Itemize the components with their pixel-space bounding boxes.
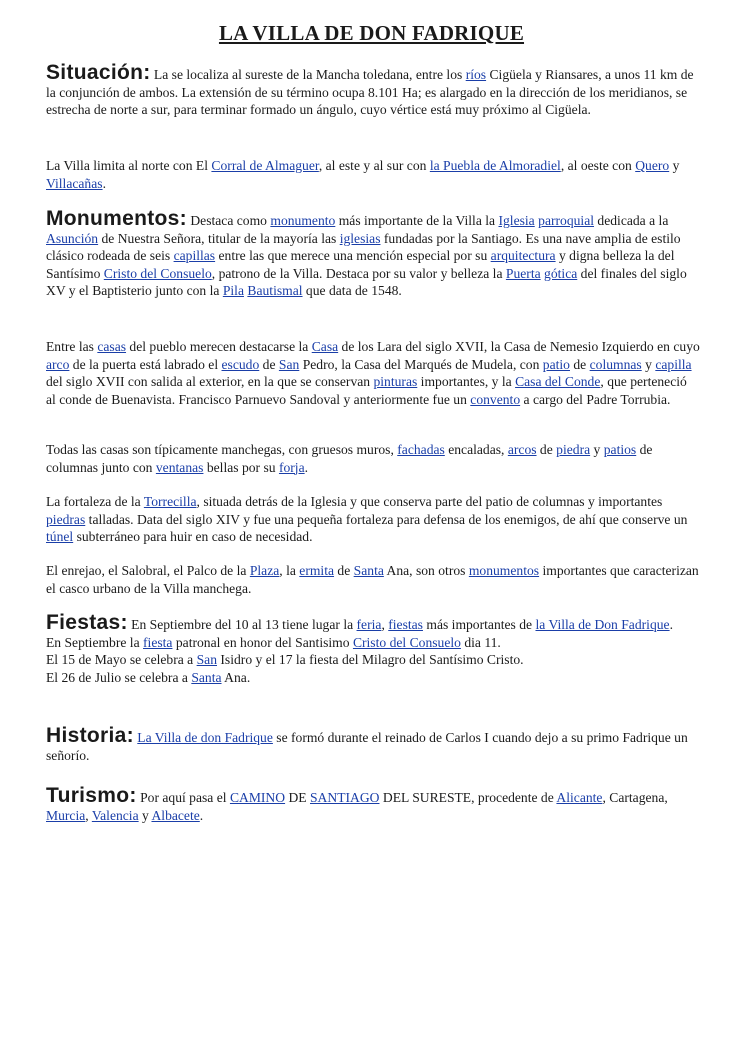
hyperlink[interactable]: ventanas — [155, 459, 204, 475]
hyperlink[interactable]: Asunción — [46, 230, 99, 246]
body-text: de — [334, 563, 354, 578]
hyperlink[interactable]: capilla — [655, 356, 692, 372]
body-text: talladas. Data del siglo XIV y fue una pequeña fortaleza para defensa de los enemigos, de ahí que conserve un — [85, 511, 688, 527]
situacion-heading: Situación: — [46, 61, 151, 84]
page-title: LA VILLA DE DON FADRIQUE — [218, 21, 525, 45]
body-text: , que perteneció al conde de Buenavista. Francisco Parnuevo Sandoval y anteriormente fue un — [46, 374, 687, 407]
body-text: del siglo XVII con salida al exterior, en la que se conservan — [46, 374, 374, 389]
hyperlink[interactable]: San — [278, 356, 300, 372]
text-runs — [46, 790, 668, 823]
body-text: , patrono de la Villa. Destaca por su valor y belleza la — [211, 265, 506, 281]
hyperlink[interactable]: Valencia — [91, 807, 139, 823]
body-text: patronal en honor del Santisimo — [172, 634, 353, 650]
body-text: de la puerta está labrado el — [69, 356, 222, 372]
hyperlink[interactable]: pinturas — [373, 374, 418, 389]
body-text: Destaca como — [186, 213, 271, 228]
body-text: más importante de la Villa la — [335, 213, 499, 228]
body-text: y — [641, 356, 656, 372]
body-text: . — [669, 617, 673, 632]
hyperlink[interactable]: feria — [356, 617, 382, 632]
hyperlink[interactable]: arcos — [507, 442, 537, 457]
text-runs — [128, 617, 673, 632]
body-text: El enrejao, el Salobral, el Palco de la — [46, 563, 250, 578]
historia-paragraph — [46, 724, 700, 764]
hyperlink[interactable]: monumento — [270, 213, 336, 228]
hyperlink[interactable]: Cristo del Consuelo — [352, 634, 461, 650]
body-text: , — [381, 617, 389, 632]
body-text: En Septiembre del 10 al 13 tiene lugar la — [127, 617, 357, 632]
body-text: de Nuestra Señora, titular de la mayoría las — [98, 230, 340, 246]
hyperlink[interactable]: Iglesia — [498, 213, 535, 228]
fiestas-paragraph — [46, 611, 700, 686]
body-text: , al este y al sur con — [318, 158, 430, 173]
hyperlink[interactable]: Alicante — [556, 790, 603, 805]
body-text: , Cartagena, — [602, 790, 668, 805]
body-text: subterráneo para huir en caso de necesidad. — [73, 529, 313, 544]
hyperlink[interactable]: la Puebla de Almoradiel — [429, 158, 561, 173]
hyperlink[interactable]: Bautismal — [247, 283, 303, 298]
hyperlink[interactable]: Puerta — [505, 265, 541, 281]
hyperlink[interactable]: iglesias — [339, 230, 381, 246]
body-text: de columnas junto con — [46, 442, 653, 475]
hyperlink[interactable]: Cristo del Consuelo — [103, 265, 212, 281]
hyperlink[interactable]: Casa — [311, 339, 339, 354]
body-text: encaladas, — [444, 442, 508, 457]
monumentos-paragraph — [46, 207, 700, 300]
monumentos-otros-paragraph — [46, 562, 700, 597]
historia-heading: Historia: — [46, 724, 134, 747]
body-text: de — [536, 442, 557, 457]
hyperlink[interactable]: arquitectura — [490, 248, 556, 263]
hyperlink[interactable]: Casa del Conde — [515, 374, 601, 389]
body-text: DE — [285, 790, 310, 805]
hyperlink[interactable]: capillas — [173, 248, 216, 263]
hyperlink[interactable]: patios — [603, 442, 637, 457]
body-text: de — [259, 356, 279, 372]
body-text: DEL SURESTE, procedente de — [379, 790, 557, 805]
hyperlink[interactable]: casas — [97, 339, 127, 354]
turismo-paragraph — [46, 784, 700, 824]
hyperlink[interactable]: túnel — [46, 529, 74, 544]
text-runs — [46, 651, 700, 669]
hyperlink[interactable]: Corral de Almaguer — [211, 158, 319, 173]
text-runs — [46, 634, 700, 652]
hyperlink[interactable]: Villacañas — [46, 175, 103, 191]
body-text: del finales del siglo XV y el Baptisterio junto con la — [46, 265, 687, 298]
hyperlink[interactable]: piedras — [46, 511, 86, 527]
body-text: importantes, y la — [417, 374, 516, 389]
body-text: , al oeste con — [560, 158, 636, 173]
text-runs — [46, 158, 679, 191]
hyperlink[interactable]: fachadas — [397, 442, 445, 457]
body-text: La Villa limita al norte con El — [46, 158, 212, 173]
hyperlink[interactable]: convento — [470, 391, 521, 407]
monumentos-torrecilla-paragraph — [46, 493, 700, 546]
hyperlink[interactable]: Torrecilla — [143, 494, 197, 509]
hyperlink[interactable]: CAMINO — [229, 790, 286, 805]
body-text: entre las que merece una mención especial por su — [215, 248, 491, 263]
hyperlink[interactable]: columnas — [589, 356, 642, 372]
hyperlink[interactable]: monumentos — [468, 563, 540, 578]
hyperlink[interactable]: ermita — [299, 563, 335, 578]
body-text: de — [569, 356, 590, 372]
body-text: bellas por su — [203, 459, 279, 475]
body-text: fundadas por la Santiago. Es una nave amplia de estilo clásico rodeada de seis — [46, 230, 681, 263]
body-text: Entre las — [46, 339, 98, 354]
body-text: de los Lara del siglo XVII, la Casa de Nemesio Izquierdo en cuyo — [338, 339, 700, 354]
body-text: , situada detrás de la Iglesia y que conserva parte del patio de columnas y importantes — [196, 494, 663, 509]
body-text: , — [85, 807, 92, 823]
hyperlink[interactable]: San — [196, 652, 217, 667]
body-text: Pedro, la Casa del Marqués de Mudela, con — [299, 356, 543, 372]
body-text: a cargo del Padre Torrubia. — [520, 391, 671, 407]
body-text: En Septiembre la — [46, 634, 144, 650]
body-text: Por aquí pasa el — [136, 790, 230, 805]
turismo-heading: Turismo: — [46, 784, 137, 807]
text-runs — [46, 730, 688, 763]
body-text: dedicada a la — [594, 213, 669, 228]
hyperlink[interactable]: la Villa de Don Fadrique — [535, 617, 670, 632]
body-text: Ana, son otros — [383, 563, 469, 578]
text-runs — [46, 563, 699, 596]
body-text: y — [138, 807, 152, 823]
body-text: . — [304, 459, 309, 475]
body-text: que data de 1548. — [302, 283, 402, 298]
situacion-paragraph — [46, 61, 700, 119]
body-text: del pueblo merecen destacarse la — [126, 339, 312, 354]
body-text: El 15 de Mayo se celebra a — [46, 652, 197, 667]
text-runs — [46, 339, 700, 407]
monumentos-casas-paragraph — [46, 338, 700, 408]
hyperlink[interactable]: parroquial — [538, 213, 595, 228]
hyperlink[interactable]: Santa — [353, 563, 384, 578]
body-text: Isidro y el 17 la fiesta del Milagro del Santísimo Cristo. — [217, 652, 524, 667]
body-text: . — [102, 175, 106, 191]
body-text: se formó durante el reinado de Carlos I cuando dejo a su primo Fadrique un señorío. — [46, 730, 688, 763]
hyperlink[interactable]: Santa — [191, 669, 222, 685]
body-text: y digna belleza la del Santísimo — [46, 248, 675, 281]
hyperlink[interactable]: Murcia — [46, 807, 86, 823]
body-text: importantes que caracterizan el casco urbano de la Villa manchega. — [46, 563, 699, 596]
body-text: . — [199, 807, 204, 823]
body-text: más importantes de — [422, 617, 536, 632]
hyperlink[interactable]: forja — [278, 459, 305, 475]
situacion-limits-paragraph — [46, 157, 700, 192]
body-text: , la — [279, 563, 300, 578]
hyperlink[interactable]: Quero — [635, 158, 670, 173]
hyperlink[interactable]: gótica — [544, 265, 578, 281]
hyperlink[interactable]: fiesta — [143, 634, 173, 650]
body-text: Cigüela y Riansares, a unos 11 km de la conjunción de ambos. La extensión de su término ocupa 8.101 Ha; es alargado en la dirección de los meridianos, se estrecha de norte a sur, para terminar formado un ángulo, cuyo vértice está muy próximo al Cigüela. — [46, 67, 694, 117]
body-text: Todas las casas son típicamente manchegas, con gruesos muros, — [46, 442, 398, 457]
body-text: dia 11. — [460, 634, 501, 650]
hyperlink[interactable]: ríos — [465, 67, 487, 82]
hyperlink[interactable]: La Villa de don Fadrique — [137, 730, 273, 745]
hyperlink[interactable]: Pila — [222, 283, 244, 298]
hyperlink[interactable]: Plaza — [249, 563, 280, 578]
text-runs — [46, 442, 652, 475]
body-text: y — [669, 158, 680, 173]
hyperlink[interactable]: patio — [542, 356, 570, 372]
body-text: La se localiza al sureste de la Mancha toledana, entre los — [150, 67, 466, 82]
body-text: La fortaleza de la — [46, 494, 144, 509]
hyperlink[interactable]: fiestas — [388, 617, 423, 632]
hyperlink[interactable]: SANTIAGO — [310, 790, 380, 805]
body-text: y — [590, 442, 604, 457]
body-text: El 26 de Julio se celebra a — [46, 669, 192, 685]
hyperlink[interactable]: escudo — [221, 356, 260, 372]
monumentos-heading: Monumentos: — [46, 207, 187, 230]
text-runs — [46, 669, 700, 687]
body-text: Ana. — [221, 669, 251, 685]
monumentos-manchegas-paragraph — [46, 441, 700, 476]
fiestas-heading: Fiestas: — [46, 611, 128, 634]
hyperlink[interactable]: piedra — [556, 442, 591, 457]
hyperlink[interactable]: arco — [46, 356, 70, 372]
text-runs — [46, 494, 687, 544]
hyperlink[interactable]: Albacete — [151, 807, 200, 823]
